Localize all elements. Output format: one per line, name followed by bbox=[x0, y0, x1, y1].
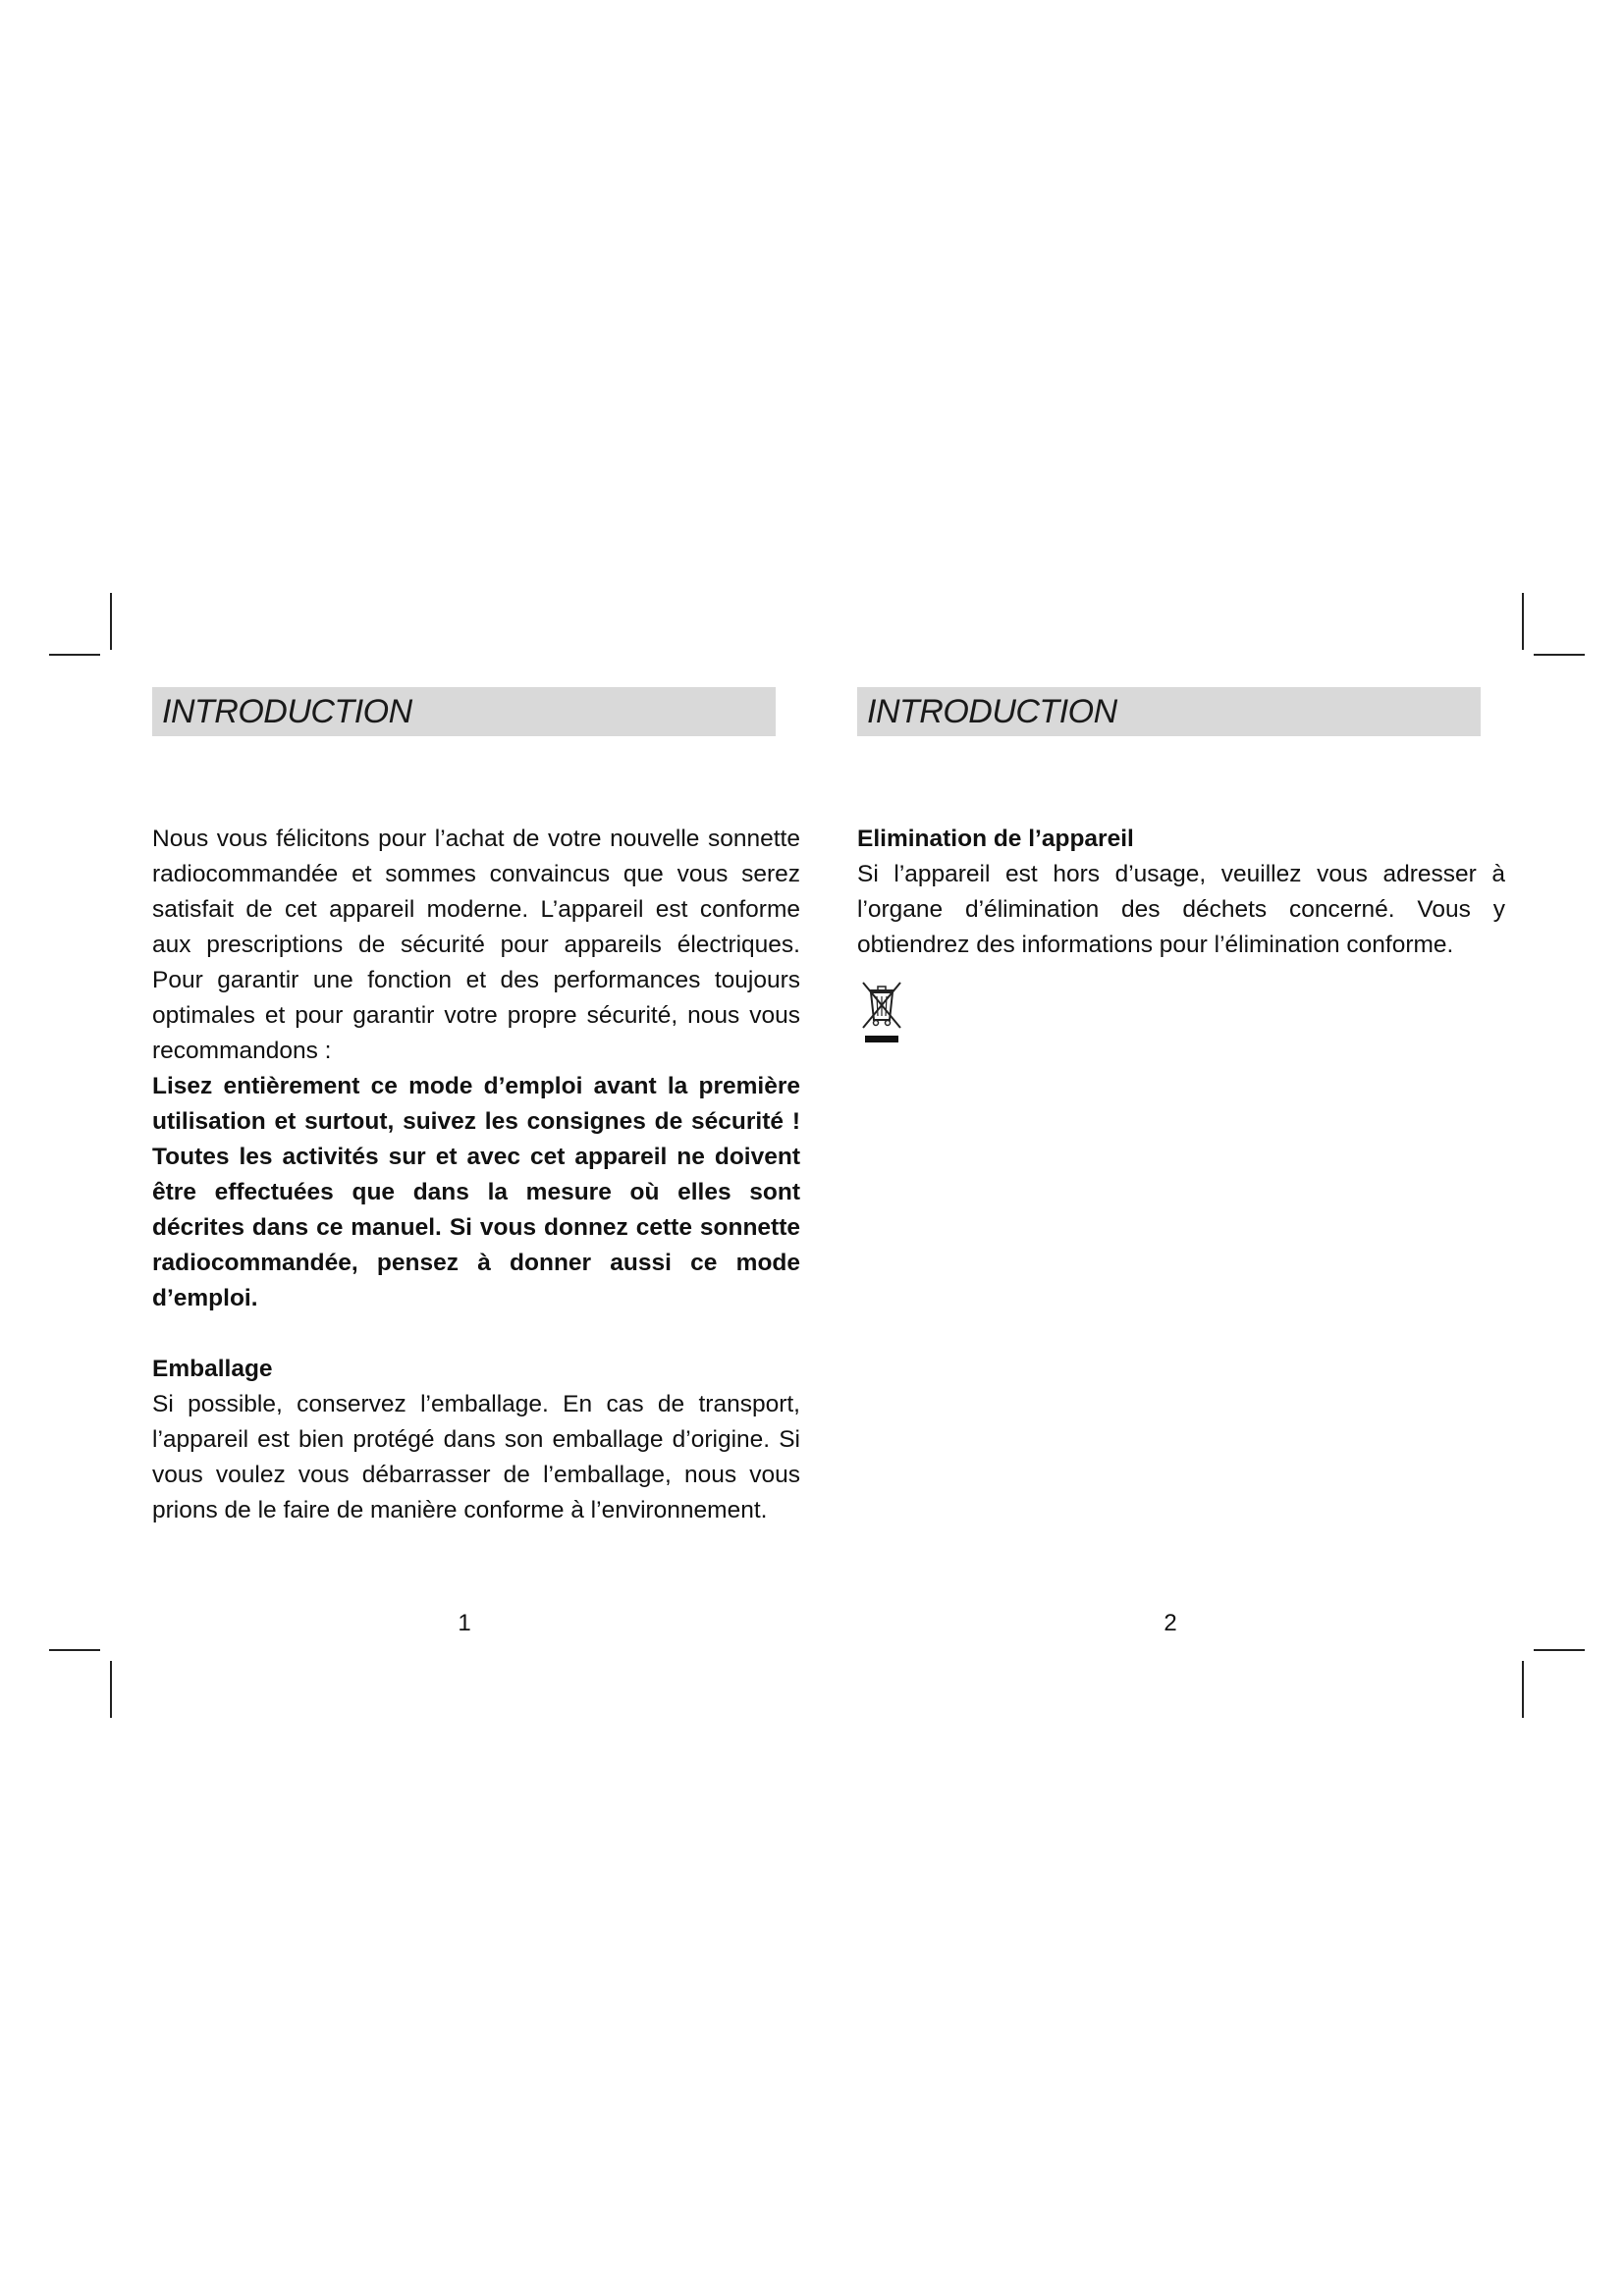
crop-mark-top-right-vertical bbox=[1522, 593, 1524, 650]
packaging-heading: Emballage bbox=[152, 1356, 273, 1382]
crop-mark-bottom-right-horizontal bbox=[1534, 1649, 1585, 1651]
right-section-header: INTRODUCTION bbox=[857, 687, 1481, 736]
crop-mark-top-left-horizontal bbox=[49, 654, 100, 656]
crop-mark-bottom-left-vertical bbox=[110, 1661, 112, 1718]
left-page bbox=[152, 687, 800, 1528]
page-number-right: 2 bbox=[1164, 1610, 1177, 1636]
disposal-paragraph: Si l’appareil est hors d’usage, veuillez vous adresser à l’organe d’élimination des déchets concerné. Vous y obtiendrez des informations pour l’élimination conforme. bbox=[857, 861, 1505, 958]
disposal-heading: Elimination de l’appareil bbox=[857, 826, 1134, 852]
crop-mark-bottom-right-vertical bbox=[1522, 1661, 1524, 1718]
left-section-header: INTRODUCTION bbox=[152, 687, 776, 736]
crop-mark-top-left-vertical bbox=[110, 593, 112, 650]
intro-paragraph: Nous vous félicitons pour l’achat de votre nouvelle sonnette radiocommandée et sommes convaincus que vous serez satisfait de cet appareil moderne. L’appareil est conforme aux prescriptions de sécurité pour appareils électriques. Pour garantir une fonction et des performances toujours optimales et pour garantir votre propre sécurité, nous vous recommandons : bbox=[152, 826, 800, 1064]
packaging-paragraph: Si possible, conservez l’emballage. En cas de transport, l’appareil est bien protégé dans son emballage d’origine. Si vous voulez vous débarrasser de l’emballage, nous vous prions de le faire de manière conforme à l’environnement. bbox=[152, 1391, 800, 1523]
right-page bbox=[857, 687, 1505, 1050]
crop-mark-bottom-left-horizontal bbox=[49, 1649, 100, 1651]
crossed-out-wheelie-bin-icon bbox=[859, 977, 904, 1045]
safety-notice-paragraph: Lisez entièrement ce mode d’emploi avant la première utilisation et surtout, suivez les consignes de sécurité ! Toutes les activités sur et avec cet appareil ne doivent être effectuées que dans la mesure où elles sont décrites dans ce manuel. Si vous donnez cette sonnette radiocommandée, pensez à donner aussi ce mode d’emploi. bbox=[152, 1073, 800, 1311]
page-number-left: 1 bbox=[458, 1610, 471, 1636]
crop-mark-top-right-horizontal bbox=[1534, 654, 1585, 656]
